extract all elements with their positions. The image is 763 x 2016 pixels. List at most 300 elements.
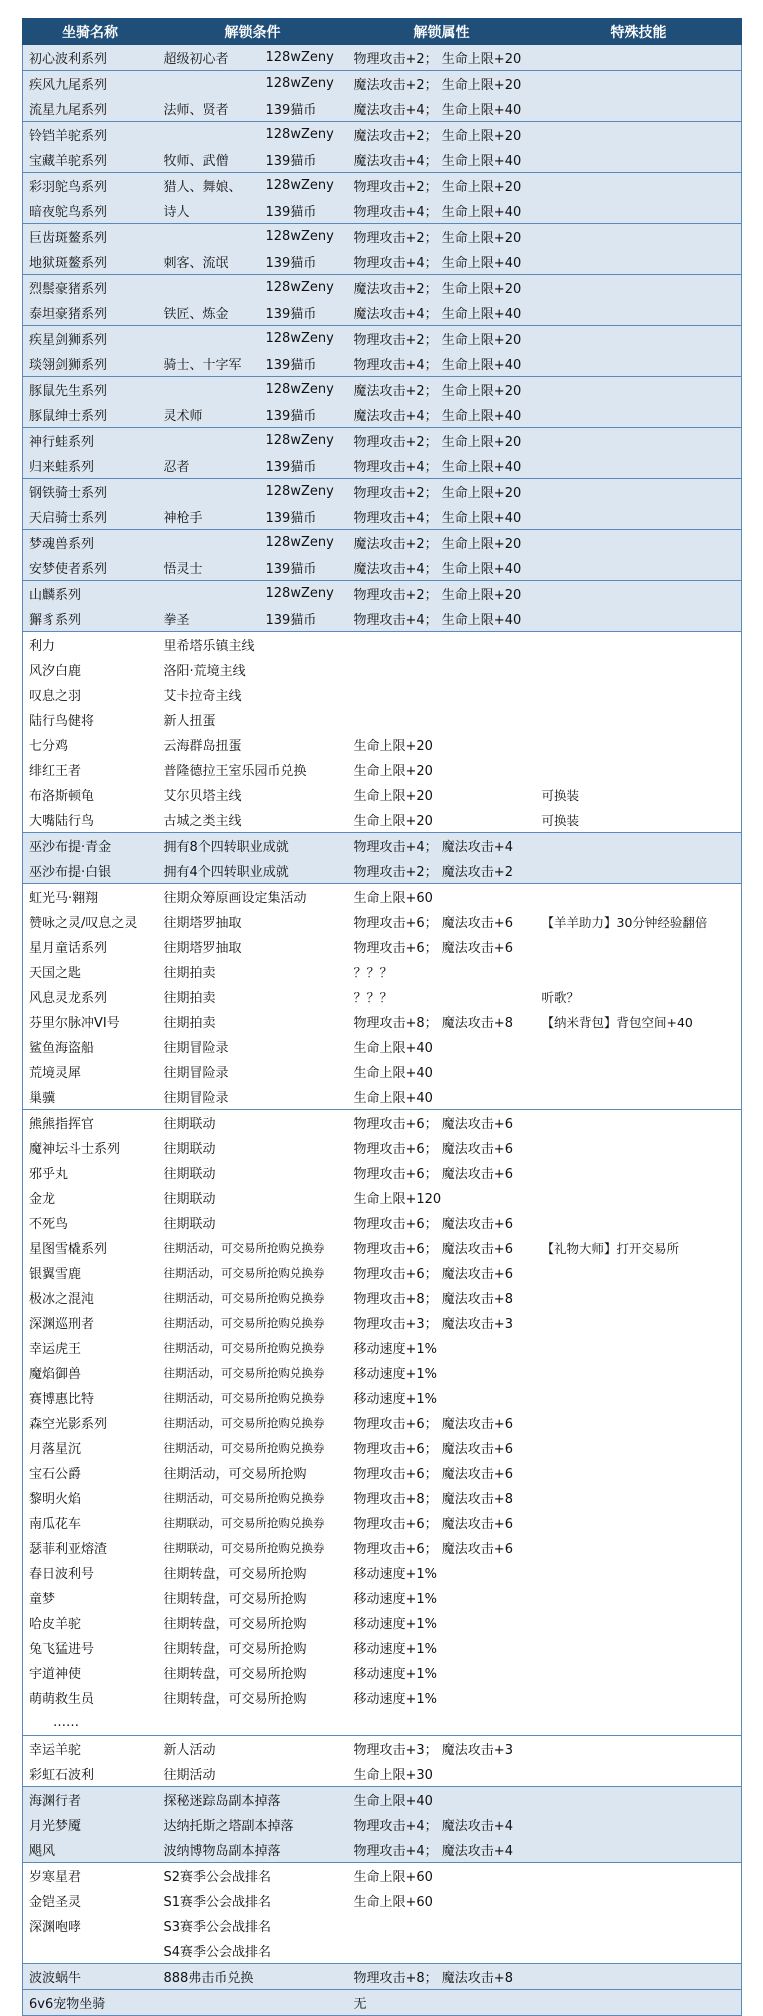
unlock-condition-cell: 往期拍卖 (163, 991, 216, 1006)
unlock-condition-cell: 洛阳·荒境主线 (163, 664, 246, 679)
table-row (23, 606, 742, 632)
unlock-price-cell: 139猫币 (260, 351, 348, 377)
unlock-attribute-cell: 移动速度+1% (353, 1367, 438, 1382)
unlock-condition-cell (158, 224, 260, 250)
unlock-attribute-cell: 生命上限+60 (348, 1863, 536, 1889)
table-row (23, 909, 742, 934)
unlock-condition-cell (158, 581, 260, 607)
mount-name-cell: 梦魂兽系列 (23, 530, 158, 556)
unlock-price-cell: 139猫币 (260, 402, 348, 428)
unlock-condition-cell: 往期冒险录 (163, 1066, 229, 1081)
header-unlock-condition: 解锁条件 (158, 19, 348, 45)
mount-name-cell: 月落星沉 (29, 1442, 82, 1457)
mount-name-cell: 邪乎丸 (29, 1167, 69, 1182)
mount-name-cell: 魔神坛斗士系列 (29, 1142, 121, 1157)
unlock-attribute-cell: 物理攻击+6； 魔法攻击+6 (353, 1267, 513, 1282)
unlock-attribute-cell: 物理攻击+6； 魔法攻击+6 (353, 1442, 513, 1457)
table-row (23, 377, 742, 403)
unlock-attribute-cell: 生命上限+120 (353, 1192, 442, 1207)
table-row (23, 757, 742, 782)
unlock-attribute-cell: 无 (348, 1990, 536, 2016)
unlock-attribute-cell: 生命上限+30 (353, 1768, 433, 1783)
mount-name-cell: 山麟系列 (23, 581, 158, 607)
mount-name-cell: 魔焰御兽 (29, 1367, 82, 1382)
unlock-condition-cell: 艾卡拉奇主线 (163, 689, 242, 704)
mount-name-cell: 宝藏羊驼系列 (23, 147, 158, 173)
unlock-attribute-cell: 物理攻击+2； 生命上限+20 (348, 479, 536, 505)
table-row (23, 1938, 742, 1964)
special-skill-cell (536, 1761, 742, 1787)
special-skill-cell (536, 1812, 742, 1837)
mount-name-cell: 初心波利系列 (23, 45, 158, 71)
unlock-attribute-cell: 物理攻击+8； 魔法攻击+8 (348, 1964, 536, 1990)
table-row (23, 1736, 742, 1762)
table-row (23, 1210, 742, 1235)
unlock-attribute-cell: 物理攻击+4； 魔法攻击+4 (348, 833, 536, 859)
unlock-condition-cell: 往期活动，可交易所抢购兑换券 (163, 1290, 325, 1305)
special-skill-cell: 听歌？ (541, 989, 580, 1005)
unlock-condition-cell: 往期冒险录 (163, 1041, 229, 1056)
unlock-price-cell: 128wZeny (260, 428, 348, 454)
mount-name-cell: 陆行鸟健将 (29, 714, 95, 729)
unlock-condition-cell: 888弗击币兑换 (158, 1964, 348, 1990)
unlock-price-cell: 128wZeny (260, 173, 348, 199)
mount-name-cell: 银翼雪鹿 (29, 1267, 82, 1282)
table-row (23, 402, 742, 428)
unlock-condition-cell: 往期联动，可交易所抢购兑换券 (163, 1515, 325, 1530)
table-row (23, 632, 742, 658)
mount-name-cell: 巫沙布提·白银 (23, 858, 158, 884)
special-skill-cell (536, 632, 742, 658)
unlock-price-cell: 139猫币 (260, 249, 348, 275)
special-skill-cell (536, 1710, 742, 1736)
table-row (23, 224, 742, 250)
mount-name-cell: 星图雪橇系列 (29, 1242, 108, 1257)
table-row (23, 1285, 742, 1310)
table-row (23, 682, 742, 707)
table-row (23, 1964, 742, 1990)
unlock-condition-cell: 往期众筹原画设定集活动 (158, 884, 348, 910)
special-skill-cell (536, 1888, 742, 1913)
table-row (23, 1510, 742, 1535)
unlock-attribute-cell: 移动速度+1% (353, 1342, 438, 1357)
unlock-price-cell: 128wZeny (260, 122, 348, 148)
table-row (23, 1260, 742, 1285)
special-skill-cell (536, 402, 742, 428)
table-row (23, 1435, 742, 1460)
special-skill-cell (536, 1837, 742, 1863)
unlock-attribute-cell: 物理攻击+4； 生命上限+40 (348, 351, 536, 377)
table-row (23, 782, 742, 807)
unlock-price-cell: 128wZeny (260, 275, 348, 301)
mount-name-cell: 芬里尔脉冲VI号 (29, 1016, 120, 1031)
special-skill-cell (536, 530, 742, 556)
table-row (23, 147, 742, 173)
unlock-condition-cell: 往期拍卖 (163, 1016, 216, 1031)
mount-name-cell: 天启骑士系列 (23, 504, 158, 530)
table-row (23, 428, 742, 454)
special-skill-cell (536, 147, 742, 173)
unlock-attribute-cell: 物理攻击+8； 魔法攻击+8 (353, 1492, 513, 1507)
unlock-attribute-cell: 物理攻击+2； 魔法攻击+2 (348, 858, 536, 884)
special-skill-cell (536, 732, 742, 757)
table-row (23, 1335, 742, 1360)
table-row (23, 300, 742, 326)
unlock-attribute-cell: 生命上限+40 (353, 1041, 433, 1056)
table-row (23, 1837, 742, 1863)
special-skill-cell (536, 1964, 742, 1990)
unlock-attribute-cell: 魔法攻击+4； 生命上限+40 (348, 300, 536, 326)
special-skill-cell (536, 1913, 742, 1938)
unlock-attribute-cell: 物理攻击+6； 魔法攻击+6 (353, 941, 513, 956)
unlock-condition-cell: 往期拍卖 (163, 966, 216, 981)
unlock-condition-cell: 往期联动 (158, 1110, 348, 1136)
mount-name-cell: 流星九尾系列 (23, 96, 158, 122)
mount-name-cell: 彩虹石波利 (29, 1768, 95, 1783)
table-row (23, 530, 742, 556)
mount-name-cell: 鲨鱼海盗船 (29, 1041, 95, 1056)
header-mount-name: 坐骑名称 (23, 19, 158, 45)
unlock-attribute-cell: 移动速度+1% (353, 1692, 438, 1707)
mount-name-cell: 极冰之混沌 (29, 1292, 95, 1307)
unlock-condition-cell: 往期转盘，可交易所抢购 (163, 1692, 307, 1707)
special-skill-cell (536, 504, 742, 530)
special-skill-cell (536, 275, 742, 301)
mount-name-cell: 兔飞猛进号 (29, 1642, 95, 1657)
mount-name-cell: 虹光马·翱翔 (23, 884, 158, 910)
special-skill-cell (536, 858, 742, 884)
unlock-attribute-cell: 物理攻击+2； 生命上限+20 (348, 326, 536, 352)
unlock-condition-cell: 拥有8个四转职业成就 (158, 833, 348, 859)
unlock-price-cell: 128wZeny (260, 45, 348, 71)
unlock-condition-cell: 往期活动，可交易所抢购兑换券 (163, 1340, 325, 1355)
unlock-attribute-cell: ？？？ (353, 991, 393, 1006)
table-row (23, 1710, 742, 1736)
mount-name-cell: 地狱斑鳌系列 (23, 249, 158, 275)
unlock-condition-cell: 往期转盘，可交易所抢购 (163, 1642, 307, 1657)
unlock-condition-cell: 往期塔罗抽取 (163, 941, 242, 956)
unlock-attribute-cell (348, 682, 536, 707)
table-row (23, 45, 742, 71)
mount-table-container (22, 18, 741, 2016)
special-skill-cell (536, 1385, 742, 1410)
unlock-price-cell: 139猫币 (260, 606, 348, 632)
mount-name-cell: 烈鬃豪猪系列 (23, 275, 158, 301)
unlock-attribute-cell: 物理攻击+6； 魔法攻击+6 (353, 1167, 513, 1182)
unlock-price-cell: 128wZeny (260, 530, 348, 556)
special-skill-cell (536, 555, 742, 581)
unlock-condition-cell: 往期活动，可交易所抢购兑换券 (163, 1240, 325, 1255)
table-row (23, 1535, 742, 1560)
table-row (23, 1635, 742, 1660)
special-skill-cell: 可换装 (541, 812, 580, 828)
unlock-condition-cell (158, 1990, 348, 2016)
mount-name-cell: 萌萌救生员 (29, 1692, 95, 1707)
unlock-attribute-cell: 物理攻击+2； 生命上限+20 (348, 581, 536, 607)
table-row (23, 1235, 742, 1260)
table-row (23, 96, 742, 122)
special-skill-cell (536, 1585, 742, 1610)
mount-name-cell: 铃铛羊驼系列 (23, 122, 158, 148)
special-skill-cell (536, 884, 742, 910)
mount-name-cell: 赛博惠比特 (29, 1392, 95, 1407)
unlock-attribute-cell: 生命上限+20 (353, 739, 433, 754)
unlock-condition-cell: 骑士、十字军 (158, 351, 260, 377)
mount-name-cell: 绯红王者 (29, 764, 82, 779)
unlock-condition-cell: 诗人 (158, 198, 260, 224)
mount-name-cell: 安梦使者系列 (23, 555, 158, 581)
table-row (23, 1610, 742, 1635)
unlock-attribute-cell: 物理攻击+2； 生命上限+20 (348, 173, 536, 199)
table-row (23, 959, 742, 984)
table-row (23, 1460, 742, 1485)
mount-name-cell: 黎明火焰 (29, 1492, 82, 1507)
table-row (23, 1585, 742, 1610)
unlock-attribute-cell: 魔法攻击+2； 生命上限+20 (348, 275, 536, 301)
unlock-attribute-cell: 生命上限+20 (353, 814, 433, 829)
unlock-attribute-cell: 移动速度+1% (353, 1642, 438, 1657)
mount-name-cell: 童梦 (29, 1592, 56, 1607)
unlock-attribute-cell: ？？？ (353, 966, 393, 981)
unlock-attribute-cell: 物理攻击+4； 生命上限+40 (348, 198, 536, 224)
special-skill-cell (536, 173, 742, 199)
unlock-condition-cell (158, 122, 260, 148)
unlock-attribute-cell: 生命上限+40 (348, 1787, 536, 1813)
unlock-attribute-cell: 魔法攻击+4； 生命上限+40 (348, 147, 536, 173)
unlock-attribute-cell: 移动速度+1% (353, 1667, 438, 1682)
special-skill-cell (536, 1510, 742, 1535)
unlock-attribute-cell: 魔法攻击+2； 生命上限+20 (348, 530, 536, 556)
special-skill-cell (536, 657, 742, 682)
special-skill-cell (536, 707, 742, 732)
table-row (23, 1034, 742, 1059)
unlock-attribute-cell: 物理攻击+8； 魔法攻击+8 (353, 1292, 513, 1307)
unlock-attribute-cell (348, 1913, 536, 1938)
special-skill-cell (536, 934, 742, 959)
unlock-attribute-cell: 物理攻击+4； 生命上限+40 (348, 504, 536, 530)
unlock-condition-cell: 往期活动，可交易所抢购兑换券 (163, 1390, 325, 1405)
table-row (23, 1385, 742, 1410)
special-skill-cell (536, 224, 742, 250)
table-row (23, 1913, 742, 1938)
unlock-condition-cell: 神枪手 (158, 504, 260, 530)
special-skill-cell (536, 1410, 742, 1435)
special-skill-cell (536, 198, 742, 224)
table-row (23, 1310, 742, 1335)
unlock-attribute-cell: 物理攻击+4； 魔法攻击+4 (348, 1837, 536, 1863)
unlock-price-cell: 128wZeny (260, 326, 348, 352)
special-skill-cell (536, 1360, 742, 1385)
unlock-condition-cell: 往期活动，可交易所抢购 (163, 1467, 307, 1482)
unlock-price-cell: 128wZeny (260, 71, 348, 97)
table-row (23, 71, 742, 97)
mount-name-cell: 6v6宠物坐骑 (23, 1990, 158, 2016)
mount-name-cell: 南瓜花车 (29, 1517, 82, 1532)
unlock-condition-cell: 往期联动，可交易所抢购兑换券 (163, 1540, 325, 1555)
table-row (23, 198, 742, 224)
table-row (23, 732, 742, 757)
mount-name-cell: …… (53, 1715, 79, 1730)
table-row (23, 1009, 742, 1034)
table-row (23, 1560, 742, 1585)
table-row (23, 1761, 742, 1787)
unlock-attribute-cell: 物理攻击+6； 魔法攻击+6 (353, 1142, 513, 1157)
unlock-condition-cell: 新人活动 (158, 1736, 348, 1762)
header-special-skill: 特殊技能 (536, 19, 742, 45)
special-skill-cell (536, 1535, 742, 1560)
table-row (23, 1084, 742, 1110)
unlock-attribute-cell: 物理攻击+2； 生命上限+20 (348, 224, 536, 250)
unlock-attribute-cell: 物理攻击+8； 魔法攻击+8 (353, 1016, 513, 1031)
unlock-condition-cell: 新人扭蛋 (163, 714, 216, 729)
special-skill-cell (536, 351, 742, 377)
mount-name-cell: 疾风九尾系列 (23, 71, 158, 97)
unlock-price-cell: 139猫币 (260, 504, 348, 530)
unlock-attribute-cell: 物理攻击+3； 魔法攻击+3 (348, 1736, 536, 1762)
mount-name-cell: 泰坦豪猪系列 (23, 300, 158, 326)
unlock-price-cell: 128wZeny (260, 479, 348, 505)
unlock-attribute-cell: 生命上限+40 (353, 1066, 433, 1081)
unlock-attribute-cell: 物理攻击+4； 魔法攻击+4 (348, 1812, 536, 1837)
mount-name-cell: 利力 (23, 632, 158, 658)
special-skill-cell (536, 1660, 742, 1685)
unlock-attribute-cell (348, 707, 536, 732)
table-row (23, 453, 742, 479)
unlock-condition-cell: 灵术师 (158, 402, 260, 428)
unlock-attribute-cell: 物理攻击+6； 魔法攻击+6 (353, 1467, 513, 1482)
special-skill-cell (536, 1610, 742, 1635)
special-skill-cell (536, 1034, 742, 1059)
mount-name-cell: 深渊咆哮 (29, 1920, 82, 1935)
special-skill-cell (536, 1863, 742, 1889)
special-skill-cell (536, 1635, 742, 1660)
table-row (23, 504, 742, 530)
mount-name-cell: 归来蛙系列 (23, 453, 158, 479)
special-skill-cell: 可换装 (541, 787, 580, 803)
unlock-condition-cell: 法师、贤者 (158, 96, 260, 122)
unlock-attribute-cell: 物理攻击+2； 生命上限+20 (348, 428, 536, 454)
unlock-attribute-cell: 物理攻击+6； 魔法攻击+6 (353, 1517, 513, 1532)
table-row (23, 1135, 742, 1160)
unlock-condition-cell: 古城之类主线 (163, 814, 242, 829)
special-skill-cell (536, 326, 742, 352)
unlock-condition-cell: 探秘迷踪岛副本掉落 (158, 1787, 348, 1813)
special-skill-cell (536, 959, 742, 984)
mount-name-cell: 风息灵龙系列 (29, 991, 108, 1006)
mount-name-cell: 哈皮羊驼 (29, 1617, 82, 1632)
table-row (23, 934, 742, 959)
unlock-attribute-cell: 物理攻击+4； 生命上限+40 (348, 249, 536, 275)
unlock-condition-cell: 往期联动 (163, 1217, 216, 1232)
table-row (23, 1059, 742, 1084)
special-skill-cell (536, 1460, 742, 1485)
unlock-condition-cell: S3赛季公会战排名 (163, 1920, 272, 1935)
unlock-condition-cell: 往期转盘，可交易所抢购 (163, 1617, 307, 1632)
unlock-condition-cell: S2赛季公会战排名 (158, 1863, 348, 1889)
unlock-condition-cell: 往期活动，可交易所抢购兑换券 (163, 1415, 325, 1430)
table-row (23, 1110, 742, 1136)
mount-name-cell: 星月童话系列 (29, 941, 108, 956)
unlock-condition-cell: 波纳博物岛副本掉落 (158, 1837, 348, 1863)
unlock-price-cell: 139猫币 (260, 300, 348, 326)
unlock-attribute-cell: 生命上限+20 (353, 764, 433, 779)
special-skill-cell (536, 682, 742, 707)
table-row (23, 1160, 742, 1185)
special-skill-cell (536, 1084, 742, 1110)
mount-name-cell: 幸运虎王 (29, 1342, 82, 1357)
unlock-condition-cell (158, 71, 260, 97)
special-skill-cell (536, 1335, 742, 1360)
table-row (23, 1485, 742, 1510)
special-skill-cell: 【纳米背包】背包空间+40 (541, 1014, 693, 1030)
mount-name-cell: 荒境灵犀 (29, 1066, 82, 1081)
special-skill-cell (536, 249, 742, 275)
special-skill-cell (536, 45, 742, 71)
mount-name-cell: 春日波利号 (29, 1567, 95, 1582)
table-row (23, 122, 742, 148)
special-skill-cell (536, 377, 742, 403)
unlock-condition-cell (158, 275, 260, 301)
unlock-condition-cell (158, 326, 260, 352)
mount-name-cell: 天国之匙 (29, 966, 82, 981)
special-skill-cell (536, 1210, 742, 1235)
table-row (23, 1360, 742, 1385)
mount-name-cell: 钢铁骑士系列 (23, 479, 158, 505)
table-row (23, 1787, 742, 1813)
unlock-attribute-cell: 物理攻击+6； 魔法攻击+6 (353, 1417, 513, 1432)
special-skill-cell (536, 1135, 742, 1160)
special-skill-cell: 【羊羊助力】30分钟经验翻倍 (541, 914, 708, 930)
table-row (23, 858, 742, 884)
special-skill-cell (536, 1736, 742, 1762)
unlock-condition-cell: 达纳托斯之塔副本掉落 (158, 1812, 348, 1837)
unlock-condition-cell: 往期转盘，可交易所抢购 (163, 1667, 307, 1682)
mount-name-cell (23, 1938, 158, 1964)
special-skill-cell (536, 453, 742, 479)
unlock-condition-cell: 超级初心者 (158, 45, 260, 71)
special-skill-cell (536, 1938, 742, 1964)
mount-name-cell: 瑟菲利亚熔渣 (29, 1542, 108, 1557)
special-skill-cell (536, 96, 742, 122)
table-row (23, 1863, 742, 1889)
unlock-attribute-cell: 魔法攻击+4； 生命上限+40 (348, 402, 536, 428)
special-skill-cell (536, 1110, 742, 1136)
special-skill-cell (536, 1160, 742, 1185)
table-row (23, 657, 742, 682)
unlock-condition-cell (158, 530, 260, 556)
table-row (23, 833, 742, 859)
mount-name-cell: 宝石公爵 (29, 1467, 82, 1482)
unlock-condition-cell: 往期活动，可交易所抢购兑换券 (163, 1365, 325, 1380)
mount-name-cell: 宇道神使 (29, 1667, 82, 1682)
special-skill-cell (536, 833, 742, 859)
mount-name-cell: 风汐白鹿 (29, 664, 82, 679)
unlock-attribute-cell (348, 657, 536, 682)
unlock-price-cell: 139猫币 (260, 453, 348, 479)
unlock-condition-cell: 铁匠、炼金 (158, 300, 260, 326)
special-skill-cell (536, 1185, 742, 1210)
unlock-condition-cell: 拥有4个四转职业成就 (158, 858, 348, 884)
special-skill-cell (536, 300, 742, 326)
mount-name-cell: 熊熊指挥官 (23, 1110, 158, 1136)
unlock-attribute-cell: 物理攻击+4； 生命上限+40 (348, 606, 536, 632)
unlock-condition-cell: 刺客、流氓 (158, 249, 260, 275)
special-skill-cell (536, 1435, 742, 1460)
unlock-condition-cell: 往期转盘，可交易所抢购 (163, 1567, 307, 1582)
table-body (23, 45, 742, 2016)
unlock-condition-cell: S1赛季公会战排名 (163, 1895, 272, 1910)
unlock-condition-cell: 云海群岛扭蛋 (163, 739, 242, 754)
